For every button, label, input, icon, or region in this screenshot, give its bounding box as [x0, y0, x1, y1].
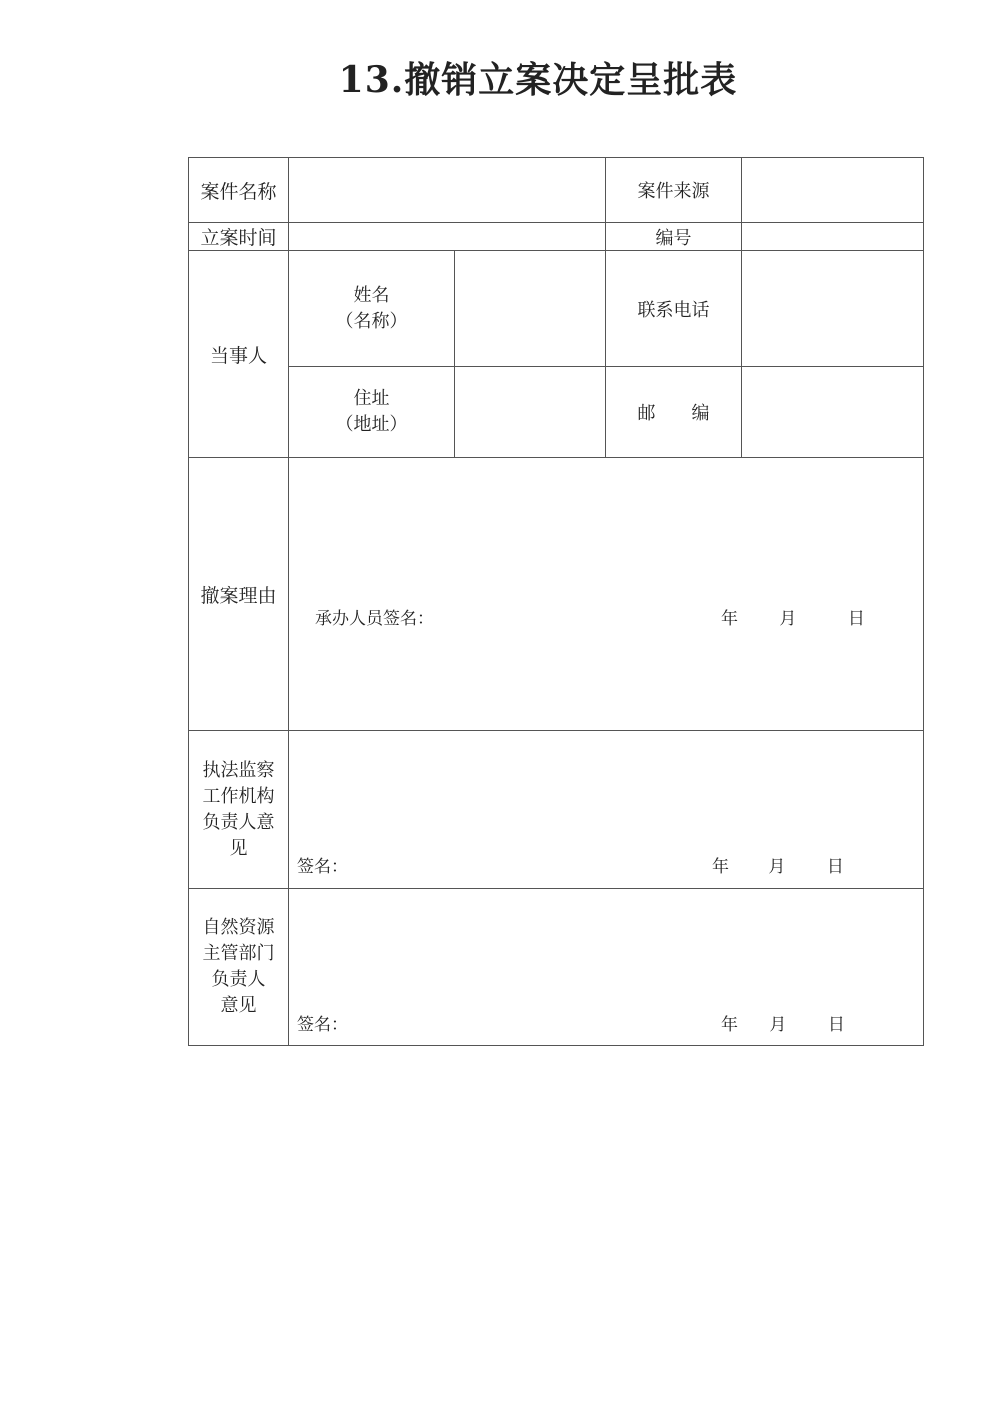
page-title: 13.撤销立案决定呈批表 — [338, 59, 738, 101]
resources-label — [189, 889, 289, 1046]
resources-day-label: 日 — [827, 1015, 845, 1035]
postcode-field[interactable] — [742, 367, 924, 458]
case-source-label: 案件来源 — [606, 158, 742, 223]
resources-opinion-field[interactable] — [289, 889, 924, 1046]
supervision-label-line-2: 工作机构 — [202, 785, 275, 807]
address-label: 住址 — [353, 388, 390, 409]
number-field[interactable] — [742, 223, 924, 251]
supervision-day-label: 日 — [826, 857, 844, 877]
row-party-name — [189, 251, 924, 367]
address-sub-label: （地址） — [335, 414, 408, 435]
row-filing-time — [189, 223, 924, 251]
resources-sign-label: 签名： — [297, 1015, 348, 1035]
row-resources-opinion — [189, 889, 924, 1046]
reason-day-label: 日 — [847, 609, 865, 629]
supervision-label-line-1: 执法监察 — [202, 759, 275, 781]
supervision-month-label: 月 — [768, 857, 786, 877]
supervision-date — [712, 852, 844, 877]
row-supervision-opinion — [189, 731, 924, 889]
party-label: 当事人 — [189, 251, 289, 458]
supervision-label — [189, 731, 289, 889]
reason-year-label: 年 — [721, 609, 738, 629]
name-sub-label: （名称） — [335, 310, 408, 332]
supervision-opinion-field[interactable] — [289, 731, 924, 889]
name-label: 姓名 — [353, 284, 390, 306]
resources-date — [721, 1010, 845, 1035]
number-label: 编号 — [606, 223, 742, 251]
reason-label: 撤案理由 — [189, 458, 289, 731]
name-label-cell — [289, 251, 455, 367]
phone-field[interactable] — [742, 251, 924, 367]
resources-label-line-3: 负责人 — [211, 969, 266, 990]
address-field[interactable] — [455, 367, 606, 458]
resources-label-line-4: 意见 — [220, 995, 257, 1016]
row-party-address — [189, 367, 924, 458]
handler-sign-label: 承办人员签名： — [315, 609, 434, 629]
supervision-label-line-4: 见 — [229, 837, 248, 859]
postcode-label: 邮 编 — [606, 367, 742, 458]
name-field[interactable] — [455, 251, 606, 367]
supervision-sign-label: 签名： — [297, 857, 348, 877]
resources-label-line-1: 自然资源 — [202, 917, 275, 938]
address-label-cell — [289, 367, 455, 458]
supervision-year-label: 年 — [712, 857, 729, 877]
filing-time-label: 立案时间 — [189, 223, 289, 251]
resources-year-label: 年 — [721, 1015, 738, 1035]
supervision-label-line-3: 负责人意 — [202, 811, 275, 833]
case-name-label: 案件名称 — [189, 158, 289, 223]
row-reason — [189, 458, 924, 731]
approval-form-table — [188, 157, 924, 1046]
case-source-field[interactable] — [742, 158, 924, 223]
resources-month-label: 月 — [769, 1015, 787, 1035]
reason-month-label: 月 — [779, 609, 797, 629]
resources-label-line-2: 主管部门 — [202, 943, 275, 964]
reason-field[interactable] — [289, 458, 924, 731]
reason-date — [721, 604, 865, 629]
row-case-name — [189, 158, 924, 223]
case-name-field[interactable] — [289, 158, 606, 223]
filing-time-field[interactable] — [289, 223, 606, 251]
phone-label: 联系电话 — [606, 251, 742, 367]
